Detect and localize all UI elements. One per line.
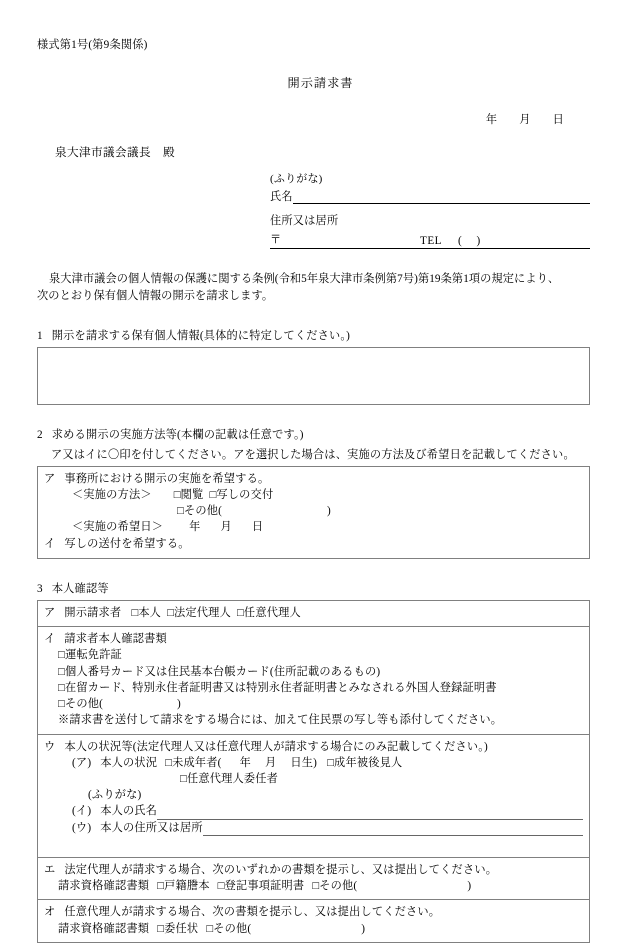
section3-row-i-option-other-close: ): [177, 698, 181, 711]
section3-row-e-option-touki[interactable]: □登記事項証明書: [217, 880, 305, 893]
section3-row-i-option-other-row: [44, 696, 585, 712]
section2-date-year[interactable]: 年: [189, 521, 201, 534]
section3-row-u-sub-u: [44, 820, 585, 836]
section3-row-u-furigana: (ふりがな): [88, 789, 142, 802]
section3-row-o-option-other-close: ): [361, 922, 366, 935]
name-label: 氏名: [270, 191, 293, 203]
section3-row-u-spacer: [44, 836, 585, 852]
section3-row-u-sub-i: [44, 803, 585, 819]
tel-number-input[interactable]: ( ): [458, 235, 487, 247]
section3-row-u: [38, 735, 589, 857]
section3-box-lower: [37, 858, 590, 943]
section2-option-browse[interactable]: □閲覧: [173, 488, 204, 501]
section3-row-a-line: [44, 605, 585, 621]
section2-date-month[interactable]: 月: [220, 521, 232, 534]
page-title: 開示請求書: [287, 76, 354, 90]
postal-tel-row: [270, 231, 590, 249]
form-number: 様式第1号(第9条関係): [37, 39, 148, 51]
section3-row-o: [38, 900, 589, 941]
section3-row-u-option-guardian[interactable]: □成年被後見人: [327, 756, 403, 769]
section3-box-upper: [37, 600, 590, 858]
addressee-name: 泉大津市議会議長: [55, 146, 151, 159]
section3-row-a-option-self[interactable]: □本人: [131, 606, 162, 619]
section3-row-a: [38, 601, 589, 627]
section3-row-u-label: ウ 本人の状況等(法定代理人又は任意代理人が請求する場合にのみ記載してください。): [44, 740, 488, 753]
section3-row-i: [38, 627, 589, 734]
section2-item-a[interactable]: ア 事務所における開示の実施を希望する。: [44, 472, 270, 485]
section3-row-o-option-inin[interactable]: □委任状: [157, 922, 199, 935]
date-line: [37, 111, 590, 127]
section2-date-row: [44, 519, 585, 535]
section3-row-u-birth-month[interactable]: 月: [265, 756, 277, 769]
section3-row-i-option-residence[interactable]: □在留カード、特別永住者証明書又は特別永住者証明書とみなされる外国人登録証明書: [58, 681, 497, 694]
section3-row-i-label: イ 請求者本人確認書類: [44, 633, 167, 646]
section3-row-e-label: エ 法定代理人が請求する場合、次のいずれかの書類を提示し、又は提出してください。: [44, 863, 498, 876]
postal-symbol: 〒: [270, 234, 282, 246]
section3-row-u-sub-i-label: (イ) 本人の氏名: [72, 805, 158, 818]
section3-row-e-docs: [44, 878, 585, 894]
tel-label: TEL: [420, 235, 443, 247]
section2-item-i[interactable]: イ 写しの送付を希望する。: [44, 537, 190, 550]
addressee-line: [55, 144, 590, 160]
section3-row-u-birth-year[interactable]: 年: [239, 756, 251, 769]
section3-row-a-label: ア 開示請求者: [44, 606, 122, 619]
section3-row-u-sub-a: [44, 755, 585, 771]
addressee-honorific: 殿: [162, 146, 175, 159]
section3-row-e-option-other[interactable]: □その他(: [312, 880, 358, 893]
section3-heading: 3 本人確認等: [37, 582, 109, 595]
section1-content-box[interactable]: [37, 347, 590, 405]
section3-row-o-option-other[interactable]: □その他(: [206, 922, 252, 935]
section2-date-label: ＜実施の希望日＞: [72, 521, 164, 534]
section3-row-e-option-koseki[interactable]: □戸籍謄本: [157, 880, 210, 893]
section3-row-u-birth-day[interactable]: 日生): [290, 756, 318, 769]
name-input[interactable]: [293, 192, 590, 204]
section1-heading: 1 開示を請求する保有個人情報(具体的に特定してください。): [37, 329, 351, 342]
applicant-block: [270, 170, 590, 249]
section3-row-u-address-input[interactable]: [203, 823, 583, 836]
section3-row-u-option-delegate[interactable]: □任意代理人委任者: [180, 773, 279, 785]
section2-method-label: ＜実施の方法＞: [72, 488, 152, 501]
section3-row-i-option-license[interactable]: □運転免許証: [58, 649, 122, 662]
date-day-label: 日: [552, 114, 564, 126]
section3-row-u-option-minor[interactable]: □未成年者(: [165, 756, 222, 769]
section3-row-u-name-input[interactable]: [157, 807, 583, 820]
furigana-label: (ふりがな): [270, 173, 323, 185]
section3-row-i-option-mynumber[interactable]: □個人番号カード又は住民基本台帳カード(住所記載のあるもの): [58, 665, 381, 678]
section3-row-o-docs-label: 請求資格確認書類: [58, 922, 150, 935]
section3-row-e-docs-label: 請求資格確認書類: [58, 880, 150, 893]
section2-option-other[interactable]: □その他(: [177, 505, 223, 518]
section2-option-other-close: ): [327, 505, 331, 518]
section3-row-i-option-other[interactable]: □その他(: [58, 698, 104, 711]
section2-option-copy[interactable]: □写しの交付: [209, 488, 274, 501]
section3-row-u-sub-u-label: (ウ) 本人の住所又は居所: [72, 821, 203, 834]
section3-row-a-option-legal[interactable]: □法定代理人: [167, 606, 231, 619]
document-body: [37, 36, 590, 943]
section2-note: ア又はイに〇印を付してください。アを選択した場合は、実施の方法及び希望日を記載してください。: [51, 448, 575, 461]
section3-row-a-option-voluntary[interactable]: □任意代理人: [236, 606, 301, 619]
name-field-row: [270, 188, 590, 204]
address-label: 住所又は居所: [270, 215, 339, 227]
date-month-label: 月: [519, 114, 531, 126]
section3-row-o-label: オ 任意代理人が請求する場合、次の書類を提示し、又は提出してください。: [44, 906, 441, 919]
section2-method-row-2: [44, 503, 585, 519]
preamble-paragraph: [37, 271, 590, 306]
section3-row-u-sub-a-label: (ア) 本人の状況: [72, 756, 158, 769]
section2-date-day[interactable]: 日: [251, 521, 264, 534]
section3-row-e: [38, 858, 589, 900]
preamble-line-2: 次のとおり保有個人情報の開示を請求します。: [37, 290, 274, 303]
section3-row-o-docs: [44, 921, 585, 937]
section2-heading: 2 求める開示の実施方法等(本欄の記載は任意です。): [37, 428, 304, 441]
section3-row-e-option-other-close: ): [467, 880, 472, 893]
section3-row-i-note: ※請求書を送付して請求をする場合には、加えて住民票の写し等も添付してください。: [58, 714, 503, 727]
section2-box: [37, 466, 590, 559]
section2-method-row-1: [44, 487, 585, 503]
section2-cell: [38, 467, 589, 558]
preamble-line-1: 泉大津市議会の個人情報の保護に関する条例(令和5年泉大津市条例第7号)第19条第1項の規定により、: [49, 273, 560, 285]
date-year-label: 年: [485, 114, 498, 126]
